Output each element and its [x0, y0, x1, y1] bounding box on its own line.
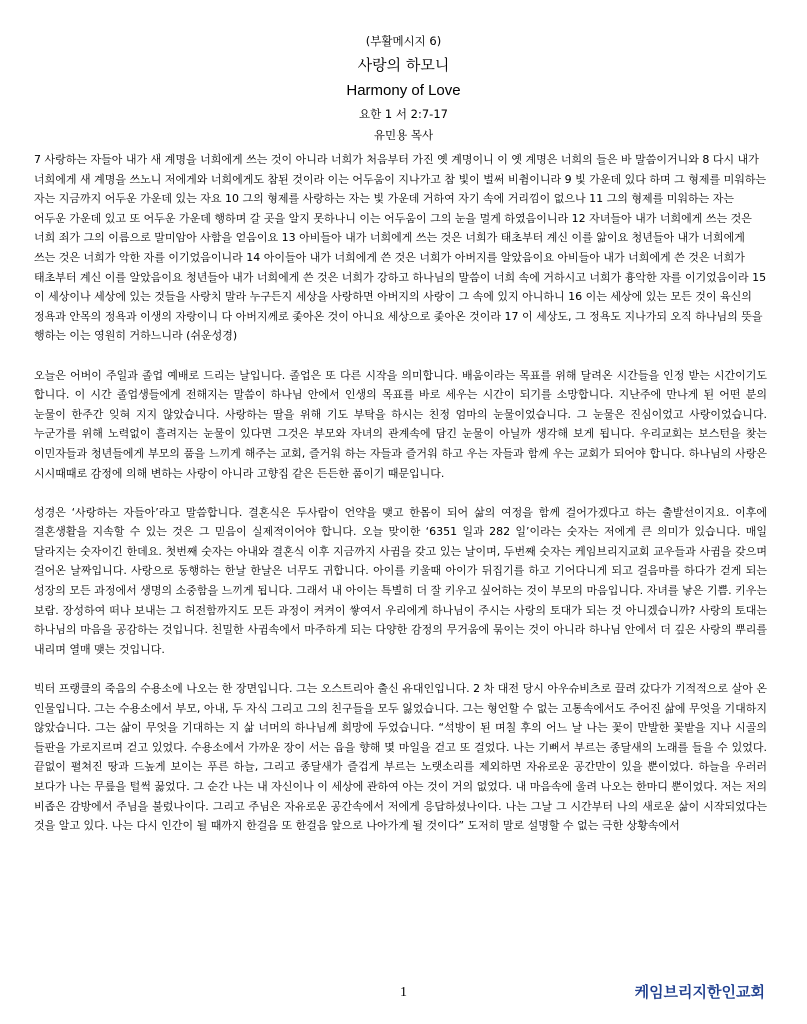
scripture-text: 7 사랑하는 자들아 내가 새 계명을 너희에게 쓰는 것이 아니라 너희가 처음부터 가진 옛 계명이니 이 옛 계명은 너희의 들은 바 말씀이거니와 8 다시 내가 너희에게 새 계명을 쓰노니 저에게와 너희에게도 참된 것이라 이는 어두움이 지나가고 참 빛이 벌써 비췸이니라 9 빛 가운데 있다 하며 그 형제를 미워하는 자는 지금까지 어두운 가운데 있는 자요 10 그의 형제를 사랑하는 자는 빛 가운데 거하여 자기 속에 거리낌이 없으나 11 그의 형제를 미워하는 자는 어두운 가운데 있고 또 어두운 가운데 행하며 갈 곳을 알지 못하나니 이는 어두움이 그의 눈을 멀게 하였음이니라 12 자녀들아 내가 너희에게 쓰는 것은 너희 죄가 그의 이름으로 말미암아 사함을 얻음이요 13 아비들아 내가 너희에게 쓰는 것은 너희가 태초부터 계신 이를 앎이요 청년들아 내가 너희에게 쓰는 것은 너희가 악한 자를 이기었음이니라 14 아이들아 내가 너희에게 쓴 것은 너희가 아버지를 알았음이요 아비들아 내가 너희에게 쓴 것은 너희가 태초부터 계신 이를 알았음이요 청년들아 내가 너희에게 쓴 것은 너희가 강하고 하나님의 말씀이 너희 속에 거하시고 너희가 흉악한 자를 이기었음이라 15 이 세상이나 세상에 있는 것들을 사랑치 말라 누구든지 세상을 사랑하면 아버지의 사랑이 그 속에 있지 아니하니 16 이는 세상에 있는 모든 것이 육신의 정욕과 안목의 정욕과 이생의 자랑이니 다 아버지께로 좇아온 것이 아니요 세상으로 좇아온 것이라 17 이 세상도, 그 정욕도 지나가되 오직 하나님의 뜻을 행하는 이는 영원히 거하느니라 (쉬운성경) — [34, 153, 767, 343]
sermon-header — [0, 34, 807, 142]
body-paragraph: 빅터 프랭클의 죽음의 수용소에 나오는 한 장면입니다. 그는 오스트리아 출신 유대인입니다. 2 차 대전 당시 아우슈비츠로 끌려 갔다가 기적적으로 살아 온 인물입니다. 그는 수용소에서 부모, 아내, 두 자식 그리고 그의 친구들을 모두 잃었습니다. 그는 형언할 수 없는 고통속에서도 주어진 삶에 무엇을 기대하지 않았습니다. 그는 삶이 무엇을 기대하는 지 삶 너머의 하나님께 희망에 두었습니다. “석방이 된 며칠 후의 어느 날 나는 꽃이 만발한 꽃밭을 지나 시골의 들판을 가로지르며 걷고 있었다. 수용소에서 가까운 장이 서는 읍을 향해 몇 마일을 걷고 또 걸었다. 나는 기뻐서 부르는 종달새의 노래를 들을 수 있었다. 끝없이 펼쳐진 땅과 드높게 보이는 푸른 하늘, 그리고 종달새가 즐겁게 부르는 노랫소리를 제외하면 자유로운 공간만이 있을 뿐이었다. 하늘을 우러러 보다가 나는 무릎을 털썩 꿇었다. 그 순간 나는 내 자신이나 이 세상에 관하여 아는 것이 거의 없었다. 내 마음속에 울려 나오는 한마디 뿐이었다. 저는 저의 비좁은 감방에서 주님을 불렀나이다. 그리고 주님은 자유로운 공간속에서 저에게 응답하셨나이다. 나는 그날 그 시간부터 나의 새로운 삶이 시작되었다는 것을 알고 있다. 나는 다시 인간이 될 때까지 한걸음 또 한걸음 앞으로 나아가게 될 것이다” 도저히 말로 설명할 수 없는 극한 상황속에서 — [34, 682, 767, 833]
sermon-title-korean: 사랑의 하모니 — [357, 56, 450, 74]
scripture-reference: 요한 1 서 2:7-17 — [359, 107, 448, 121]
body-paragraph: 성경은 ‘사랑하는 자들아’라고 말씀합니다. 결혼식은 두사람이 언약을 맺고 한몸이 되어 삶의 여정을 함께 걸어가겠다고 하는 출발선이지요. 이후에 결혼생활을 지속할 수 있는 것은 그 믿음이 실제적이어야 합니다. 오늘 맞이한 ‘6351 일과 282 일’이라는 숫자는 저에게 큰 의미가 있습니다. 매일 달라지는 숫자이긴 한데요. 첫번째 숫자는 아내와 결혼식 이후 지금까지 사귐을 갖고 있는 날이며, 두번째 숫자는 케임브리지교회 교우들과 사귐을 갖으며 걸어온 날짜입니다. 사랑으로 동행하는 한날 한날은 너무도 귀합니다. 아이를 키울때 아이가 뒤집기를 하고 기어다니게 되고 걸음마를 하다가 걷게 되는 성장의 모든 과정에서 생명의 소중함을 느끼게 됩니다. 그래서 내 아이는 특별히 더 잘 키우고 싶어하는 것이 부모의 마음입니다. 자녀를 낳은 기쁨. 키우는 보람. 장성하여 떠나 보내는 그 허전함까지도 모든 과정이 켜켜이 쌓여서 우리에게 하나님이 주시는 사랑의 토대가 되는 것 아니겠습니까? 사랑의 토대는 하나님의 마음을 공감하는 것입니다. 친밀한 사귐속에서 마주하게 되는 다양한 감정의 무거움에 묶이는 것이 아니라 하나님 안에서 더 깊은 사랑의 뿌리를 내리며 열매 맺는 것입니다. — [34, 505, 767, 656]
series-label: (부활메시지 6) — [365, 34, 442, 48]
pastor-name: 유민용 목사 — [373, 128, 434, 142]
body-paragraph: 오늘은 어버이 주일과 졸업 예배로 드리는 날입니다. 졸업은 또 다른 시작을 의미합니다. 배움이라는 목표를 위해 달려온 시간들을 인정 받는 시간이기도 합니다. 이 시간 졸업생들에게 전해지는 말씀이 하나님 안에서 인생의 목표를 바로 세우는 시간이 되기를 소망합니다. 지난주에 만나게 된 어떤 분의 눈물이 한주간 잊혀 지지 않았습니다. 사랑하는 딸을 위해 기도 부탁을 하시는 친정 엄마의 눈물이었습니다. 그 눈물은 진심이었고 사랑이었습니다. 누군가를 위해 노력없이 흘려지는 눈물이 있다면 그것은 부모와 자녀의 관계속에 담긴 눈물이 아닐까 생각해 보게 됩니다. 우리교회는 보스턴을 찾는 이민자들과 청년들에게 부모의 품을 느끼게 해주는 교회, 즐거워 하는 자들과 즐거워 하고 우는 자들과 함께 우는 교회가 되어야 합니다. 하나님의 사랑은 시시때때로 감정에 의해 변하는 사랑이 아니라 고향집 같은 든든한 품이기 때문입니다. — [34, 368, 767, 480]
sermon-title-english: Harmony of Love — [346, 82, 461, 99]
page-number: 1 — [400, 985, 407, 1000]
church-name-logo: 케임브리지한인교회 — [634, 983, 765, 1001]
sermon-body — [34, 150, 767, 836]
